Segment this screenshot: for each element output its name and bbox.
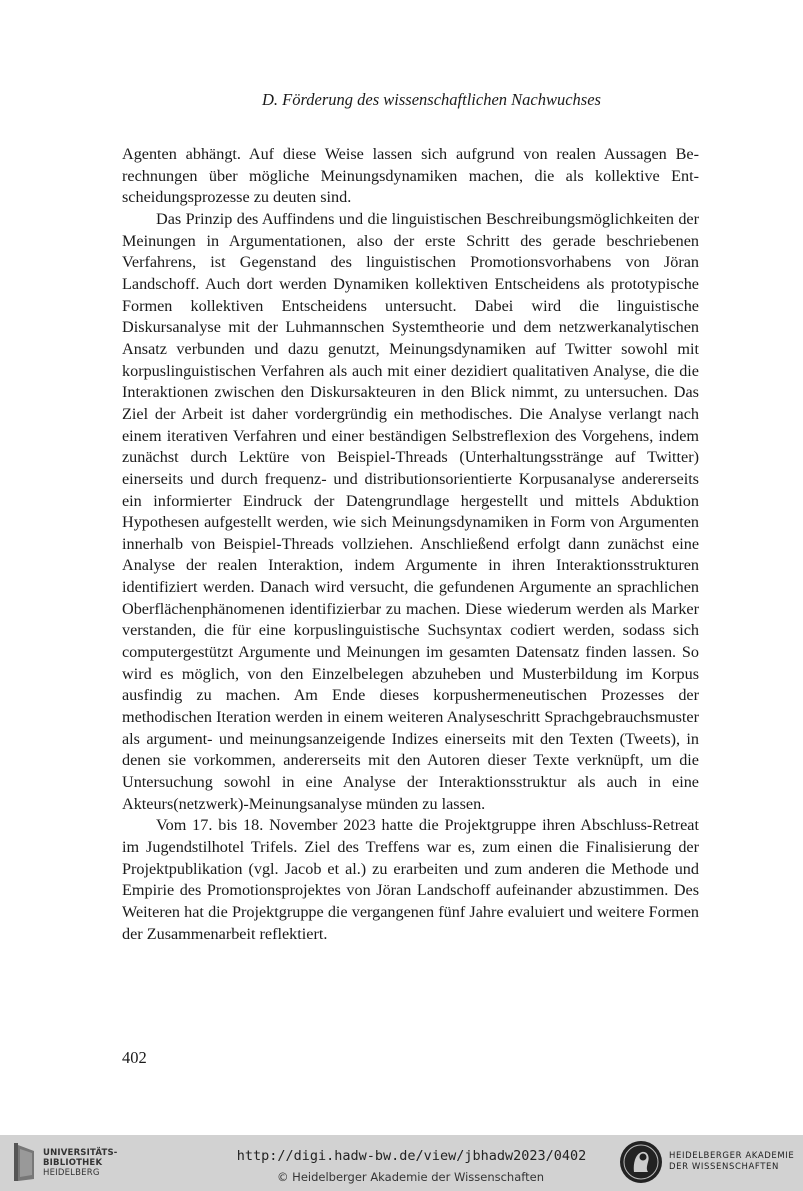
paragraph-3: Vom 17. bis 18. November 2023 hatte die Projektgruppe ihren Abschluss-Retreat im Jugendstilhotel Trifels. Ziel des Treffens war es, zum einen die Finalisierung der Projektpublikation (vgl. Jacob et al.) zu erarbeiten und zum anderen die Methode und Empirie des Promotionsprojektes von Jöran Landschoff aufeinander abzustimmen. Des Weiteren hat die Projektgruppe die vergangenen fünf Jahre evaluiert und weitere Formen der Zusammenarbeit reflektiert.	[122, 816, 699, 943]
footer-url-link[interactable]: http://digi.hadw-bw.de/view/jbhadw2023/0402	[236, 1148, 587, 1164]
footer-copyright: © Heidelberger Akademie der Wissenschaften	[277, 1170, 544, 1184]
academy-seal-icon	[619, 1140, 663, 1184]
library-name: UNIVERSITÄTS- BIBLIOTHEK HEIDELBERG	[43, 1148, 118, 1178]
page-number: 402	[122, 1048, 147, 1067]
paragraph-1: Agenten abhängt. Auf diese Weise lassen sich aufgrund von realen Aussagen Berechnungen über mögliche Meinungsdynamiken machen, die als kollektive Entscheidungsprozesse zu deuten sind.	[122, 145, 699, 207]
paragraph-2: Das Prinzip des Auffindens und die linguistischen Beschreibungsmöglichkeiten der Meinungen in Argumentationen, also der erste Schritt des gerade beschriebenen Verfahrens, ist Gegenstand des linguistischen Promotionsvorhabens von Jöran Landschoff. Auch dort werden Dynamiken kollektiven Entscheidens als prototypische Formen kollektiven Entscheidens untersucht. Dabei wird die linguistische Diskursanalyse mit der Luhmannschen Systemtheorie und dem netzwerkanalytischen Ansatz verbunden und dazu genutzt, Meinungsdynamiken auf Twitter sowohl mit korpuslinguistischen Verfahren als auch mit einer dezidiert qualitativen Analyse, die die Interaktionen zwischen den Diskursakteuren in den Blick nimmt, zu untersuchen. Das Ziel der Arbeit ist daher vordergründig ein methodisches. Die Analyse verlangt nach einem iterativen Verfahren und einer beständigen Selbstreflexion des Vorgehens, indem zunächst durch Lektüre von Beispiel-Threads (Unterhaltungsstränge auf Twitter) einerseits und durch frequenz- und distributionsorientierte Korpusanalyse andererseits ein informierter Eindruck der Datengrundlage hergestellt und mittels Abduktion Hypothesen aufgestellt werden, wie sich Meinungsdynamiken in Form von Argumenten innerhalb von Beispiel-Threads vollziehen. Anschließend erfolgt dann zunächst eine Analyse der realen Interaktion, indem Argumente in ihren Interaktionsstrukturen identifiziert werden. Danach wird versucht, die gefundenen Argumente an sprachlichen Oberflächenphänomenen identifizierbar zu machen. Diese wiederum werden als Marker verstanden, die für eine korpuslinguistische Suchsyntax codiert werden, sodass sich computergestützt Argumente und Meinungen im gesamten Datensatz finden lassen. So wird es möglich, von den Einzelbelegen abzuheben und Musterbildung im Korpus ausfindig zu machen. Am Ende dieses korpushermeneutischen Prozesses der methodischen Iteration werden in einem weiteren Analyseschritt Sprachgebrauchsmuster als argument- und meinungsanzeigende Indizes einerseits mit den Texten (Tweets), in denen sie vorkommen, andererseits mit den Autoren dieser Texte verknüpft, um die Untersuchung sowohl in eine Analyse der Interaktionsstruktur als auch in eine Akteurs(netzwerk)-Meinungsanalyse münden zu lassen.	[122, 209, 699, 813]
footer-bar	[0, 1135, 803, 1191]
academy-name: HEIDELBERGER AKADEMIE DER WISSENSCHAFTEN	[669, 1151, 795, 1172]
running-head: D. Förderung des wissenschaftlichen Nachwuchses	[262, 90, 601, 109]
body-text	[122, 144, 699, 945]
